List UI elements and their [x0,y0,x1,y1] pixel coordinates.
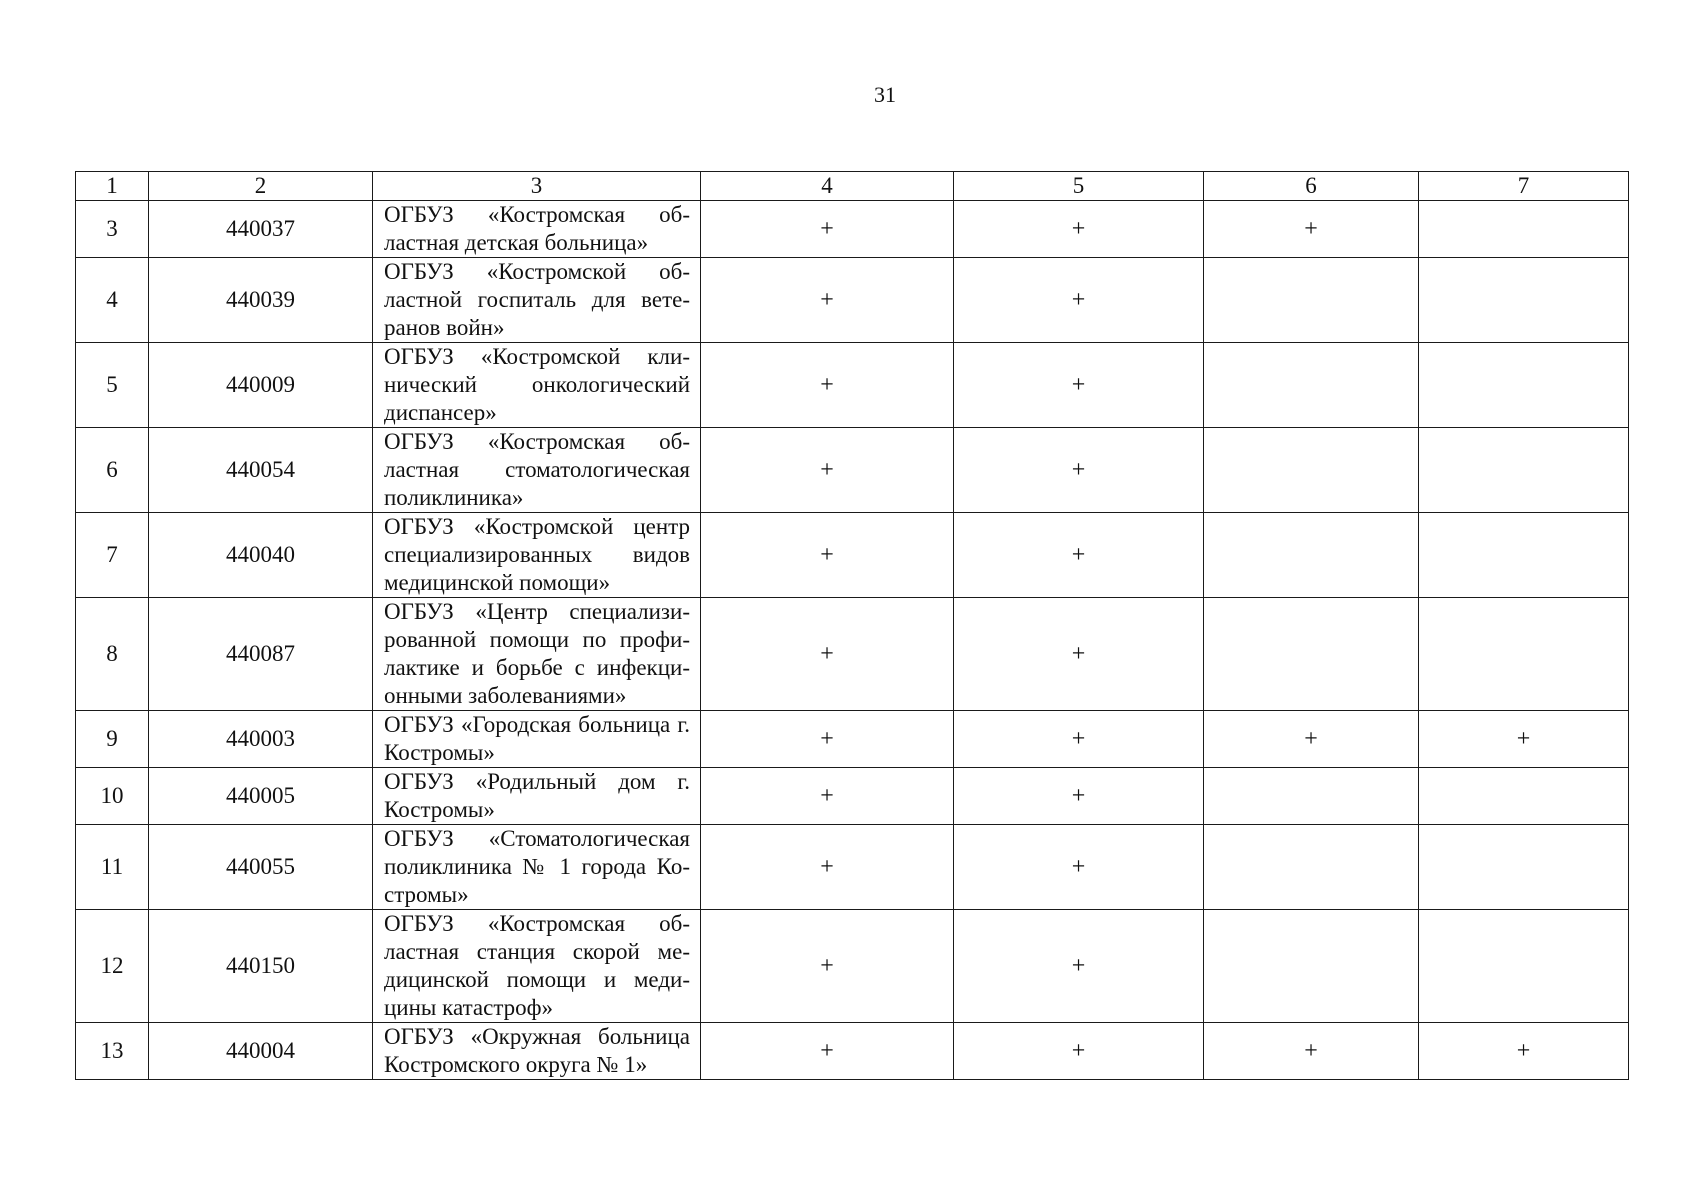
institution-code: 440009 [149,343,373,428]
mark-column-6 [1204,513,1419,598]
mark-column-6: + [1204,711,1419,768]
mark-column-7 [1419,513,1629,598]
row-number: 8 [76,598,149,711]
mark-column-7 [1419,201,1629,258]
institution-code: 440004 [149,1023,373,1080]
mark-column-6 [1204,598,1419,711]
mark-column-4: + [701,258,954,343]
column-number: 6 [1204,172,1419,201]
mark-column-4: + [701,711,954,768]
mark-column-7 [1419,768,1629,825]
mark-column-7 [1419,825,1629,910]
mark-column-6 [1204,428,1419,513]
mark-column-7 [1419,428,1629,513]
institution-name: ОГБУЗ «Костромская областная детская больница» [373,201,701,258]
mark-column-7 [1419,258,1629,343]
row-number: 12 [76,910,149,1023]
mark-column-7: + [1419,1023,1629,1080]
mark-column-5: + [954,1023,1204,1080]
mark-column-4: + [701,825,954,910]
row-number: 10 [76,768,149,825]
institution-name: ОГБУЗ «Центр специализированной помощи по профилактике и борьбе с инфекционными заболеваниями» [373,598,701,711]
institution-name: ОГБУЗ «Костромская областная станция скорой медицинской помощи и медицины катастроф» [373,910,701,1023]
column-number: 5 [954,172,1204,201]
row-number: 13 [76,1023,149,1080]
page-number: 31 [874,82,896,107]
row-number: 4 [76,258,149,343]
mark-column-6 [1204,825,1419,910]
institution-name: ОГБУЗ «Стоматологическая поликлиника № 1 города Костромы» [373,825,701,910]
mark-column-4: + [701,201,954,258]
column-number: 4 [701,172,954,201]
institution-name: ОГБУЗ «Костромская областная стоматологическая поликлиника» [373,428,701,513]
mark-column-6 [1204,768,1419,825]
row-number: 7 [76,513,149,598]
mark-column-5: + [954,258,1204,343]
table-row [76,711,1629,768]
mark-column-7 [1419,343,1629,428]
institution-name: ОГБУЗ «Окружная больница Костромского округа № 1» [373,1023,701,1080]
institution-name: ОГБУЗ «Родильный дом г. Костромы» [373,768,701,825]
table-row [76,428,1629,513]
row-number: 5 [76,343,149,428]
institution-code: 440003 [149,711,373,768]
mark-column-7 [1419,910,1629,1023]
mark-column-6: + [1204,201,1419,258]
row-number: 9 [76,711,149,768]
institution-code: 440005 [149,768,373,825]
institution-code: 440087 [149,598,373,711]
table-row [76,513,1629,598]
mark-column-5: + [954,201,1204,258]
mark-column-5: + [954,910,1204,1023]
table-row [76,825,1629,910]
column-number: 7 [1419,172,1629,201]
institution-code: 440054 [149,428,373,513]
institution-name: ОГБУЗ «Костромской областной госпиталь для ветеранов войн» [373,258,701,343]
column-number-row [76,172,1629,201]
mark-column-7: + [1419,711,1629,768]
institution-code: 440150 [149,910,373,1023]
row-number: 6 [76,428,149,513]
row-number: 3 [76,201,149,258]
mark-column-5: + [954,428,1204,513]
table-row [76,1023,1629,1080]
table-row [76,201,1629,258]
institution-name: ОГБУЗ «Городская больница г. Костромы» [373,711,701,768]
institution-code: 440055 [149,825,373,910]
mark-column-5: + [954,513,1204,598]
institution-code: 440037 [149,201,373,258]
mark-column-5: + [954,825,1204,910]
table-row [76,343,1629,428]
mark-column-4: + [701,910,954,1023]
mark-column-7 [1419,598,1629,711]
row-number: 11 [76,825,149,910]
institution-code: 440040 [149,513,373,598]
mark-column-4: + [701,428,954,513]
mark-column-5: + [954,768,1204,825]
mark-column-5: + [954,598,1204,711]
mark-column-4: + [701,1023,954,1080]
table-row [76,910,1629,1023]
mark-column-6 [1204,910,1419,1023]
mark-column-5: + [954,343,1204,428]
mark-column-4: + [701,343,954,428]
mark-column-4: + [701,768,954,825]
mark-column-4: + [701,513,954,598]
table-row [76,258,1629,343]
institution-code: 440039 [149,258,373,343]
table-row [76,768,1629,825]
mark-column-5: + [954,711,1204,768]
mark-column-4: + [701,598,954,711]
column-number: 3 [373,172,701,201]
mark-column-6 [1204,343,1419,428]
column-number: 1 [76,172,149,201]
column-number: 2 [149,172,373,201]
mark-column-6: + [1204,1023,1419,1080]
mark-column-6 [1204,258,1419,343]
institution-name: ОГБУЗ «Костромской клинический онкологический диспансер» [373,343,701,428]
institution-name: ОГБУЗ «Костромской центр специализированных видов медицинской помощи» [373,513,701,598]
table-row [76,598,1629,711]
institutions-table [75,171,1629,1080]
